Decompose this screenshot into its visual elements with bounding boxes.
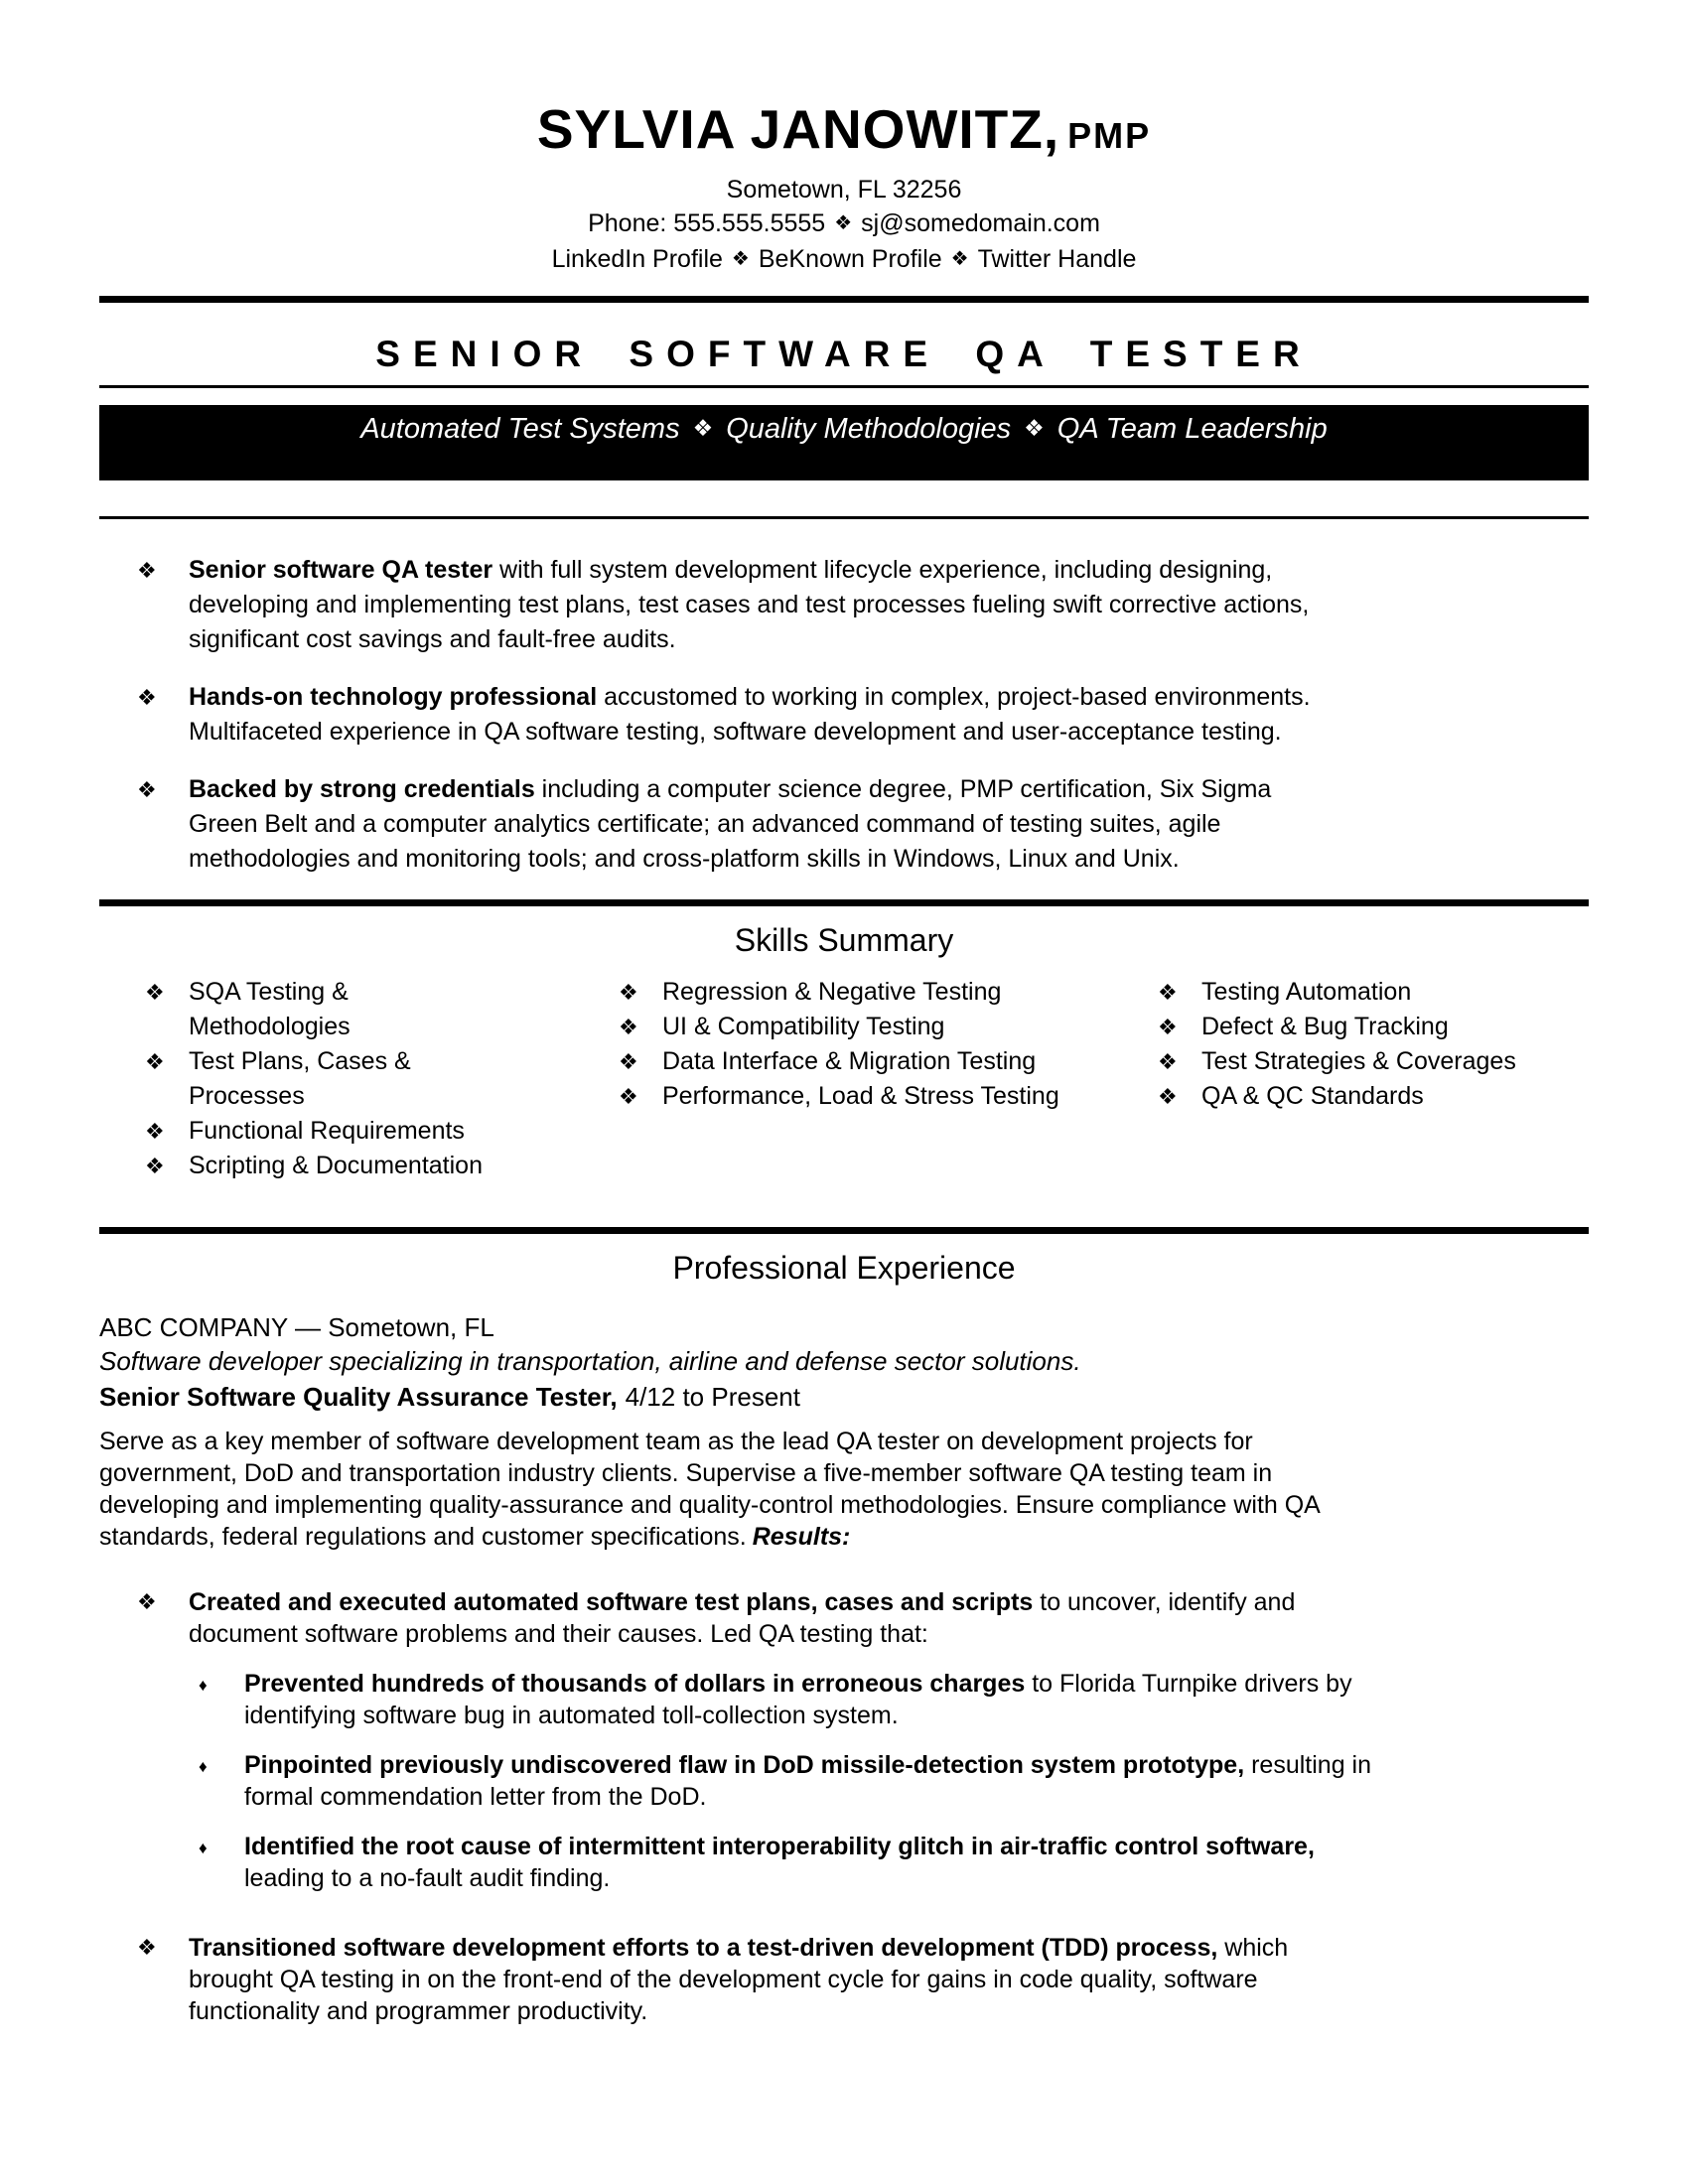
skill-item <box>1158 1079 1589 1114</box>
skill-text: Scripting & Documentation <box>189 1152 483 1180</box>
linkedin-profile-link[interactable]: LinkedIn Profile <box>551 244 723 273</box>
keywords-banner-text <box>99 412 1589 448</box>
diamond-separator-icon: ❖ <box>692 415 714 442</box>
small-diamond-bullet-icon: ♦ <box>199 1839 208 1858</box>
divider-under-banner <box>99 516 1589 519</box>
diamond-bullet-icon: ❖ <box>137 1589 157 1615</box>
diamond-separator-icon: ❖ <box>950 247 969 270</box>
company-line: ABC COMPANY — Sometown, FL <box>99 1312 494 1343</box>
bullet-rest-text: accustomed to working in complex, project-based environments. Multifaceted experience in QA software testing, software development and user-acceptance testing. <box>189 683 1311 747</box>
diamond-bullet-icon: ❖ <box>619 1049 638 1075</box>
skill-item <box>145 1044 619 1114</box>
diamond-separator-icon: ❖ <box>834 211 853 234</box>
skill-item <box>619 1044 1158 1079</box>
diamond-bullet-icon: ❖ <box>145 1119 165 1145</box>
role-line <box>99 1380 1589 1414</box>
diamond-bullet-icon: ❖ <box>145 980 165 1006</box>
role-title: Senior Software Quality Assurance Tester, <box>99 1382 618 1413</box>
skill-text: Defect & Bug Tracking <box>1201 1013 1449 1041</box>
summary-bullet <box>99 680 1589 750</box>
summary-bullet-text <box>189 680 1331 750</box>
skill-text: Test Plans, Cases & Processes <box>189 1047 411 1111</box>
small-diamond-bullet-icon: ♦ <box>199 1676 208 1696</box>
skills-column-1 <box>145 975 619 1183</box>
diamond-bullet-icon: ❖ <box>619 980 638 1006</box>
diamond-bullet-icon: ❖ <box>137 558 157 584</box>
skill-item <box>145 975 619 1044</box>
sub-bullet-text <box>244 1668 1396 1731</box>
skill-item <box>145 1114 619 1149</box>
diamond-bullet-icon: ❖ <box>137 1935 157 1961</box>
candidate-name <box>99 98 1589 160</box>
banner-item: QA Team Leadership <box>1056 413 1328 446</box>
bullet-lead-text: Prevented hundreds of thousands of dollars in erroneous charges <box>244 1670 1026 1699</box>
skills-column-3 <box>1158 975 1589 1114</box>
summary-bullet <box>99 772 1589 877</box>
diamond-bullet-icon: ❖ <box>1158 1015 1178 1040</box>
skill-text: SQA Testing & Methodologies <box>189 978 351 1041</box>
diamond-bullet-icon: ❖ <box>1158 1084 1178 1110</box>
diamond-bullet-icon: ❖ <box>137 685 157 711</box>
diamond-bullet-icon: ❖ <box>619 1015 638 1040</box>
skills-column-2 <box>619 975 1158 1114</box>
bullet-rest-text: leading to a no-fault audit finding. <box>244 1864 611 1893</box>
skill-text: Test Strategies & Coverages <box>1201 1047 1516 1076</box>
bullet-lead-text: Pinpointed previously undiscovered flaw in DoD missile-detection system prototype, <box>244 1751 1245 1780</box>
skills-heading: Skills Summary <box>734 922 954 959</box>
summary-bullet-text <box>189 772 1331 877</box>
divider-experience <box>99 1227 1589 1234</box>
skill-item <box>145 1149 619 1183</box>
diamond-bullet-icon: ❖ <box>145 1154 165 1179</box>
overview-emphasis: Results: <box>752 1523 851 1552</box>
bullet-lead-text: Senior software QA tester <box>189 556 493 585</box>
skill-item <box>1158 975 1589 1010</box>
experience-heading: Professional Experience <box>672 1250 1016 1287</box>
beknown-profile-link[interactable]: BeKnown Profile <box>758 244 942 273</box>
role-dates: 4/12 to Present <box>625 1382 800 1413</box>
sub-bullet-text <box>244 1831 1396 1894</box>
header-section <box>99 98 1589 278</box>
banner-item: Quality Methodologies <box>726 413 1012 446</box>
diamond-bullet-icon: ❖ <box>1158 1049 1178 1075</box>
bullet-lead-text: Identified the root cause of intermittent interoperability glitch in air-traffic control software, <box>244 1833 1315 1861</box>
credential-text: PMP <box>1067 115 1152 156</box>
divider-header <box>99 296 1589 303</box>
diamond-bullet-icon: ❖ <box>619 1084 638 1110</box>
experience-sub-bullet <box>99 1831 1589 1894</box>
sub-bullet-text <box>244 1749 1396 1813</box>
skill-text: QA & QC Standards <box>1201 1082 1424 1111</box>
bullet-rest-text: to Florida Turnpike drivers by identifying software bug in automated toll-collection system. <box>244 1670 1352 1730</box>
skill-item <box>619 1010 1158 1044</box>
skill-text: Testing Automation <box>1201 978 1412 1007</box>
skills-grid <box>99 975 1589 1183</box>
email-text: sj@somedomain.com <box>861 208 1100 237</box>
small-diamond-bullet-icon: ♦ <box>199 1757 208 1777</box>
company-description: Software developer specializing in transportation, airline and defense sector solutions. <box>99 1346 1081 1377</box>
bullet-lead-text: Hands-on technology professional <box>189 683 598 712</box>
twitter-handle-link[interactable]: Twitter Handle <box>977 244 1137 273</box>
summary-bullet-text <box>189 553 1331 657</box>
job-title-heading: SENIOR SOFTWARE QA TESTER <box>375 333 1313 374</box>
skill-item <box>1158 1010 1589 1044</box>
bullet-rest-text: with full system development lifecycle experience, including designing, developing and implementing test plans, test cases and test processes fueling swift corrective actions, significant cost savings and fault-free audits. <box>189 556 1310 654</box>
experience-bullets <box>99 1586 1589 2027</box>
divider-skills <box>99 899 1589 906</box>
role-overview <box>99 1426 1350 1553</box>
skill-text: Data Interface & Migration Testing <box>662 1047 1037 1076</box>
diamond-bullet-icon: ❖ <box>145 1049 165 1075</box>
phone-text: Phone: 555.555.5555 <box>588 208 826 237</box>
skill-text: Performance, Load & Stress Testing <box>662 1082 1059 1111</box>
experience-sub-bullet <box>99 1668 1589 1731</box>
diamond-separator-icon: ❖ <box>1024 415 1045 442</box>
diamond-bullet-icon: ❖ <box>137 777 157 803</box>
skill-text: Functional Requirements <box>189 1117 465 1146</box>
summary-bullet <box>99 553 1589 657</box>
bullet-rest-text: to uncover, identify and document software problems and their causes. Led QA testing that: <box>189 1588 1296 1649</box>
bullet-lead-text: Created and executed automated software test plans, cases and scripts <box>189 1588 1034 1617</box>
contact-block <box>99 173 1589 278</box>
experience-bullet <box>99 1932 1589 2027</box>
overview-text: Serve as a key member of software development team as the lead QA tester on development projects for government, DoD and transportation industry clients. Supervise a five-member software QA testing team in developing and implementing quality-assurance and quality-control methodologies. Ensure compliance with QA standards, federal regulations and customer specifications. <box>99 1428 1320 1552</box>
diamond-bullet-icon: ❖ <box>1158 980 1178 1006</box>
experience-bullet <box>99 1586 1589 1650</box>
bullet-lead-text: Backed by strong credentials <box>189 775 535 804</box>
contact-location: Sometown, FL 32256 <box>726 175 962 204</box>
skill-item <box>1158 1044 1589 1079</box>
skill-item <box>619 1079 1158 1114</box>
divider-under-title <box>99 385 1589 388</box>
contact-links-line <box>99 242 1589 278</box>
summary-section <box>99 553 1589 877</box>
experience-sub-bullet <box>99 1749 1589 1813</box>
skill-item <box>619 975 1158 1010</box>
diamond-separator-icon: ❖ <box>731 247 750 270</box>
experience-bullet-text <box>189 1586 1340 1650</box>
experience-bullet-text <box>189 1932 1340 2027</box>
skill-text: Regression & Negative Testing <box>662 978 1002 1007</box>
bullet-rest-text: which brought QA testing in on the front-end of the development cycle for gains in code quality, software functionality and programmer productivity. <box>189 1934 1289 2026</box>
keywords-banner <box>99 405 1589 480</box>
bullet-rest-text: including a computer science degree, PMP certification, Six Sigma Green Belt and a computer analytics certificate; an advanced command of testing suites, agile methodologies and monitoring tools; and cross-platform skills in Windows, Linux and Unix. <box>189 775 1272 874</box>
skill-text: UI & Compatibility Testing <box>662 1013 945 1041</box>
bullet-rest-text: resulting in formal commendation letter from the DoD. <box>244 1751 1372 1812</box>
contact-phone-line <box>99 206 1589 242</box>
name-text: SYLVIA JANOWITZ, <box>536 98 1060 160</box>
banner-item: Automated Test Systems <box>360 413 680 446</box>
bullet-lead-text: Transitioned software development efforts to a test-driven development (TDD) process, <box>189 1934 1218 1963</box>
